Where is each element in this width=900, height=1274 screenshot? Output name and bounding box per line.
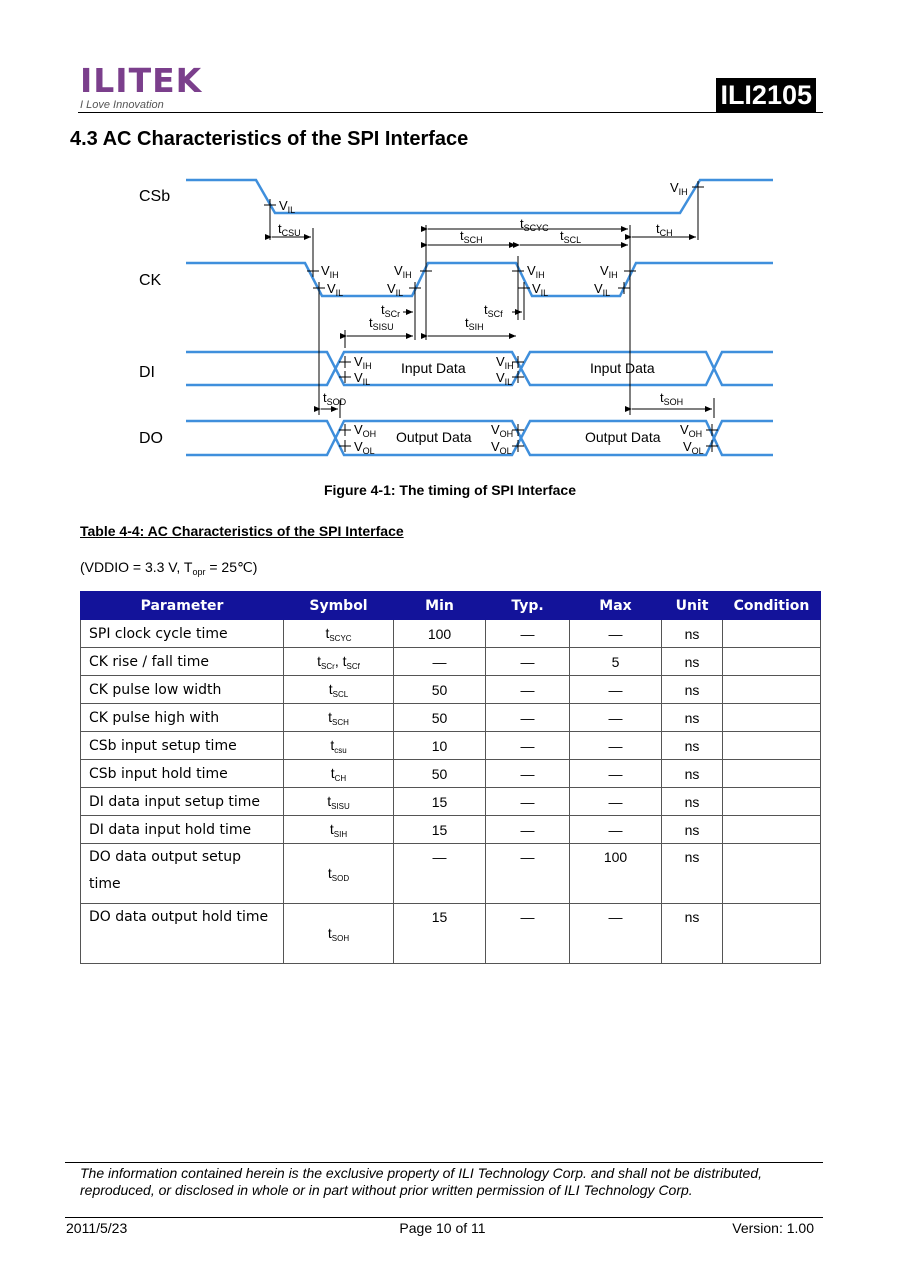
cell-condition [723,676,821,704]
cell-unit: ns [662,732,723,760]
cell-condition [723,620,821,648]
table-row [81,648,821,676]
table-row [81,676,821,704]
do-output-data-label-1: Output Data [396,429,472,445]
cell-symbol: $t_{SISU}$ [284,788,394,816]
cell-unit: ns [662,620,723,648]
header-min: Min [394,592,486,620]
cell-typ: — [486,620,570,648]
ac-characteristics-table [80,591,821,964]
cell-symbol: $t_{CH}$ [284,760,394,788]
cell-max: — [570,904,662,964]
cell-unit: ns [662,844,723,904]
cell-min: — [394,844,486,904]
cell-condition [723,760,821,788]
tsih-label: $t_{SIH}$ [465,315,484,332]
cell-symbol: $t_{SCL}$ [284,676,394,704]
cell-typ: — [486,816,570,844]
cell-condition [723,904,821,964]
cell-unit: ns [662,816,723,844]
di-waveform-top [186,352,773,385]
ck-vih-label-2: $V_{IH}$ [394,263,412,280]
footer-page-number: Page 10 of 11 [399,1220,486,1236]
operating-condition: (VDDIO = 3.3 V, $T_{opr}$ = 25℃) [80,559,258,577]
di-vih-label-2: $V_{IH}$ [496,354,514,371]
di-input-data-label-1: Input Data [401,360,466,376]
table-row [81,816,821,844]
header-max: Max [570,592,662,620]
cell-max: — [570,732,662,760]
table-row [81,788,821,816]
table-row [81,704,821,732]
do-vol-label-3: $V_{OL}$ [683,439,704,456]
table-row [81,760,821,788]
cell-parameter: DI data input hold time [81,816,284,844]
cell-symbol: $t_{SCH}$ [284,704,394,732]
footer-bottom-rule [65,1217,823,1218]
tsod-label: $t_{SOD}$ [323,390,347,407]
tch-label: $t_{CH}$ [656,221,673,238]
cell-typ: — [486,904,570,964]
header-parameter: Parameter [81,592,284,620]
do-vol-label-2: $V_{OL}$ [491,439,512,456]
cell-parameter: DO data output hold time [81,904,284,964]
cell-parameter: CK rise / fall time [81,648,284,676]
ck-vil-label-4: $V_{IL}$ [594,281,611,298]
di-waveform-bottom [186,352,773,385]
cell-min: 15 [394,904,486,964]
cell-parameter: CSb input setup time [81,732,284,760]
cell-condition [723,788,821,816]
cell-parameter: DI data input setup time [81,788,284,816]
ck-waveform [186,263,773,296]
cell-parameter: DO data output setup time [81,844,284,904]
cell-max: — [570,676,662,704]
table-row [81,904,821,964]
table-row [81,732,821,760]
confidentiality-notice: The information contained herein is the exclusive property of ILI Technology Corp. and shall not be distributed, reproduced, or disclosed in whole or in part without prior written permission of ILI Technology Corp. [80,1165,762,1198]
table-caption: Table 4-4: AC Characteristics of the SPI Interface [80,523,404,539]
header-typ: Typ. [486,592,570,620]
cell-max: — [570,620,662,648]
tscf-label: $t_{SCf}$ [484,302,503,319]
logo-tagline: I Love Innovation [80,99,164,111]
cell-min: 50 [394,704,486,732]
do-output-data-label-2: Output Data [585,429,661,445]
table-header-row [81,592,821,620]
ck-vih-label-3: $V_{IH}$ [527,263,545,280]
footer-version: Version: 1.00 [732,1220,814,1236]
di-input-data-label-2: Input Data [590,360,655,376]
logo-wordmark: ILITEK [80,61,203,100]
signal-label-di: DI [139,364,155,381]
tcsu-label: $t_{CSU}$ [278,221,301,238]
di-vih-label-1: $V_{IH}$ [354,354,372,371]
cell-symbol: $t_{SCYC}$ [284,620,394,648]
tscyc-label: $t_{SCYC}$ [520,216,549,233]
cell-symbol: $t_{SOH}$ [284,904,394,964]
cell-symbol: $t_{SCr}$, $t_{SCf}$ [284,648,394,676]
header-unit: Unit [662,592,723,620]
csb-vil-label: $V_{IL}$ [279,198,296,215]
header-rule [78,112,823,113]
di-vil-label-1: $V_{IL}$ [354,370,371,387]
cell-parameter: CSb input hold time [81,760,284,788]
cell-unit: ns [662,788,723,816]
cell-typ: — [486,648,570,676]
cell-max: 5 [570,648,662,676]
cell-condition [723,732,821,760]
cell-typ: — [486,788,570,816]
product-code-badge: ILI2105 [716,78,816,112]
do-voh-label-3: $V_{OH}$ [680,422,703,439]
ck-vil-label-3: $V_{IL}$ [532,281,549,298]
header-symbol: Symbol [284,592,394,620]
do-voh-label-1: $V_{OH}$ [354,422,377,439]
cell-min: — [394,648,486,676]
figure-caption: Figure 4-1: The timing of SPI Interface [323,482,577,498]
cell-typ: — [486,760,570,788]
cell-condition [723,844,821,904]
table-row [81,844,821,904]
ck-vil-label-2: $V_{IL}$ [387,281,404,298]
cell-condition [723,704,821,732]
ck-vih-label-4: $V_{IH}$ [600,263,618,280]
cell-symbol: $t_{csu}$ [284,732,394,760]
footer-top-rule [65,1162,823,1163]
cell-typ: — [486,844,570,904]
cell-parameter: SPI clock cycle time [81,620,284,648]
cell-unit: ns [662,904,723,964]
cell-condition [723,816,821,844]
ck-vih-label-1: $V_{IH}$ [321,263,339,280]
footer-date: 2011/5/23 [66,1220,128,1236]
tsoh-label: $t_{SOH}$ [660,390,684,407]
signal-label-ck: CK [139,272,162,289]
cell-min: 10 [394,732,486,760]
cell-condition [723,648,821,676]
ck-vil-label-1: $V_{IL}$ [327,281,344,298]
cell-unit: ns [662,704,723,732]
spi-timing-diagram [0,170,900,470]
cell-min: 50 [394,676,486,704]
cell-min: 15 [394,816,486,844]
cell-max: — [570,760,662,788]
cell-min: 50 [394,760,486,788]
section-title: 4.3 AC Characteristics of the SPI Interface [70,128,469,150]
cell-parameter: CK pulse high with [81,704,284,732]
table-row [81,620,821,648]
cell-typ: — [486,704,570,732]
signal-label-do: DO [139,430,163,447]
company-logo [80,62,210,114]
cell-max: — [570,816,662,844]
cell-unit: ns [662,760,723,788]
cell-symbol: $t_{SOD}$ [284,844,394,904]
tscl-label: $t_{SCL}$ [560,228,582,245]
tscr-label: $t_{SCr}$ [381,302,401,319]
di-vil-label-2: $V_{IL}$ [496,370,513,387]
cell-max: — [570,788,662,816]
tsch-label: $t_{SCH}$ [460,228,483,245]
timing-arrows [272,229,712,409]
cell-typ: — [486,676,570,704]
tsisu-label: $t_{SISU}$ [369,315,394,332]
cell-max: 100 [570,844,662,904]
do-vol-label-1: $V_{OL}$ [354,439,375,456]
cell-symbol: $t_{SIH}$ [284,816,394,844]
cell-max: — [570,704,662,732]
cell-typ: — [486,732,570,760]
cell-min: 15 [394,788,486,816]
csb-vih-label: $V_{IH}$ [670,180,688,197]
cell-unit: ns [662,676,723,704]
signal-label-csb: CSb [139,188,171,205]
do-voh-label-2: $V_{OH}$ [491,422,514,439]
timing-reference-lines [270,182,714,418]
header-condition: Condition [723,592,821,620]
cell-unit: ns [662,648,723,676]
cell-parameter: CK pulse low width [81,676,284,704]
cell-min: 100 [394,620,486,648]
